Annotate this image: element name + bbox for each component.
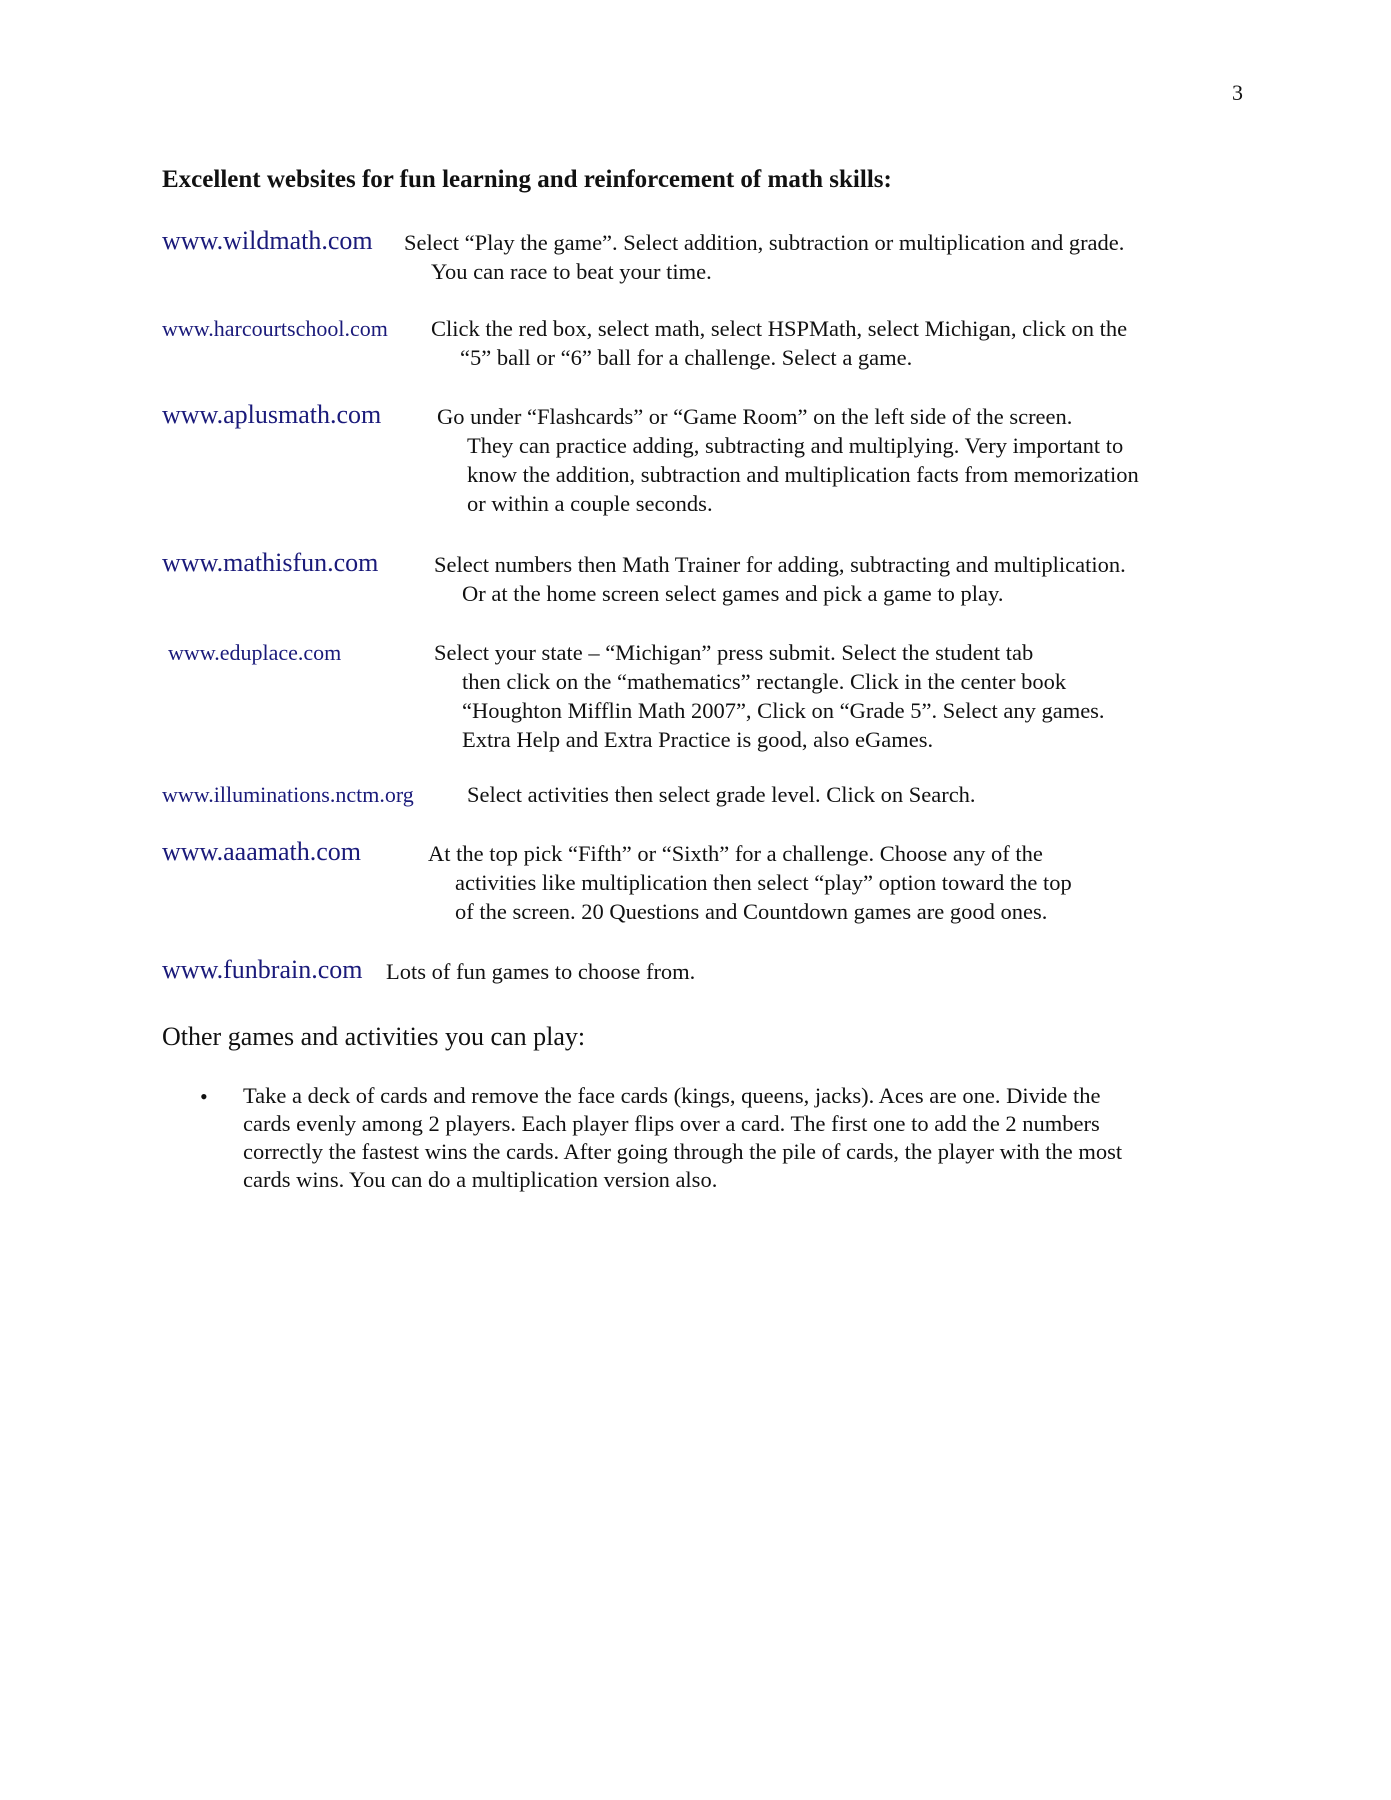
page-heading: Excellent websites for fun learning and reinforcement of math skills: [162, 166, 892, 193]
description-line: or within a couple seconds. [467, 491, 713, 516]
site-description [431, 314, 1127, 372]
description-line: At the top pick “Fifth” or “Sixth” for a challenge. Choose any of the [428, 841, 1043, 866]
description-line: Or at the home screen select games and pick a game to play. [462, 581, 1004, 606]
site-description [404, 228, 1124, 286]
site-link[interactable]: www.wildmath.com [162, 226, 373, 255]
description-line: Select “Play the game”. Select addition, subtraction or multiplication and grade. [404, 230, 1125, 255]
site-link[interactable]: www.illuminations.nctm.org [162, 782, 414, 807]
bullet-line: Take a deck of cards and remove the face cards (kings, queens, jacks). Aces are one. Divide the [243, 1083, 1101, 1108]
bullet-line: correctly the fastest wins the cards. After going through the pile of cards, the player with the most [243, 1139, 1123, 1164]
bullet-line: cards evenly among 2 players. Each player flips over a card. The first one to add the 2 numbers [243, 1111, 1100, 1136]
bullet-icon: • [200, 1084, 208, 1109]
description-line: Select numbers then Math Trainer for adding, subtracting and multiplication. [434, 552, 1126, 577]
description-line: Select your state – “Michigan” press submit. Select the student tab [434, 640, 1034, 665]
site-description [386, 957, 695, 986]
description-line: You can race to beat your time. [431, 259, 712, 284]
description-line: Go under “Flashcards” or “Game Room” on the left side of the screen. [437, 404, 1073, 429]
description-line: Extra Help and Extra Practice is good, also eGames. [462, 727, 934, 752]
site-description [428, 839, 1072, 926]
site-description [434, 638, 1105, 754]
site-description [467, 780, 976, 809]
description-line: of the screen. 20 Questions and Countdown games are good ones. [455, 899, 1048, 924]
description-line: Click the red box, select math, select HSPMath, select Michigan, click on the [431, 316, 1128, 341]
bullet-text [243, 1082, 1122, 1194]
description-line: then click on the “mathematics” rectangle. Click in the center book [462, 669, 1067, 694]
site-link[interactable]: www.aaamath.com [162, 837, 362, 866]
description-line: Lots of fun games to choose from. [386, 959, 696, 984]
site-link[interactable]: www.eduplace.com [168, 640, 342, 665]
description-line: Select activities then select grade level. Click on Search. [467, 782, 976, 807]
description-line: “Houghton Mifflin Math 2007”, Click on “Grade 5”. Select any games. [462, 698, 1105, 723]
description-line: They can practice adding, subtracting and multiplying. Very important to [467, 433, 1124, 458]
page-number: 3 [1232, 80, 1243, 105]
site-link[interactable]: www.mathisfun.com [162, 548, 379, 577]
bullet-line: cards wins. You can do a multiplication version also. [243, 1167, 718, 1192]
site-description [437, 402, 1139, 518]
description-line: activities like multiplication then select “play” option toward the top [455, 870, 1072, 895]
site-link[interactable]: www.aplusmath.com [162, 400, 382, 429]
site-description [434, 550, 1126, 608]
site-link[interactable]: www.funbrain.com [162, 955, 363, 984]
description-line: know the addition, subtraction and multiplication facts from memorization [467, 462, 1139, 487]
other-games-heading: Other games and activities you can play: [162, 1022, 586, 1051]
description-line: “5” ball or “6” ball for a challenge. Select a game. [460, 345, 913, 370]
site-link[interactable]: www.harcourtschool.com [162, 316, 388, 341]
